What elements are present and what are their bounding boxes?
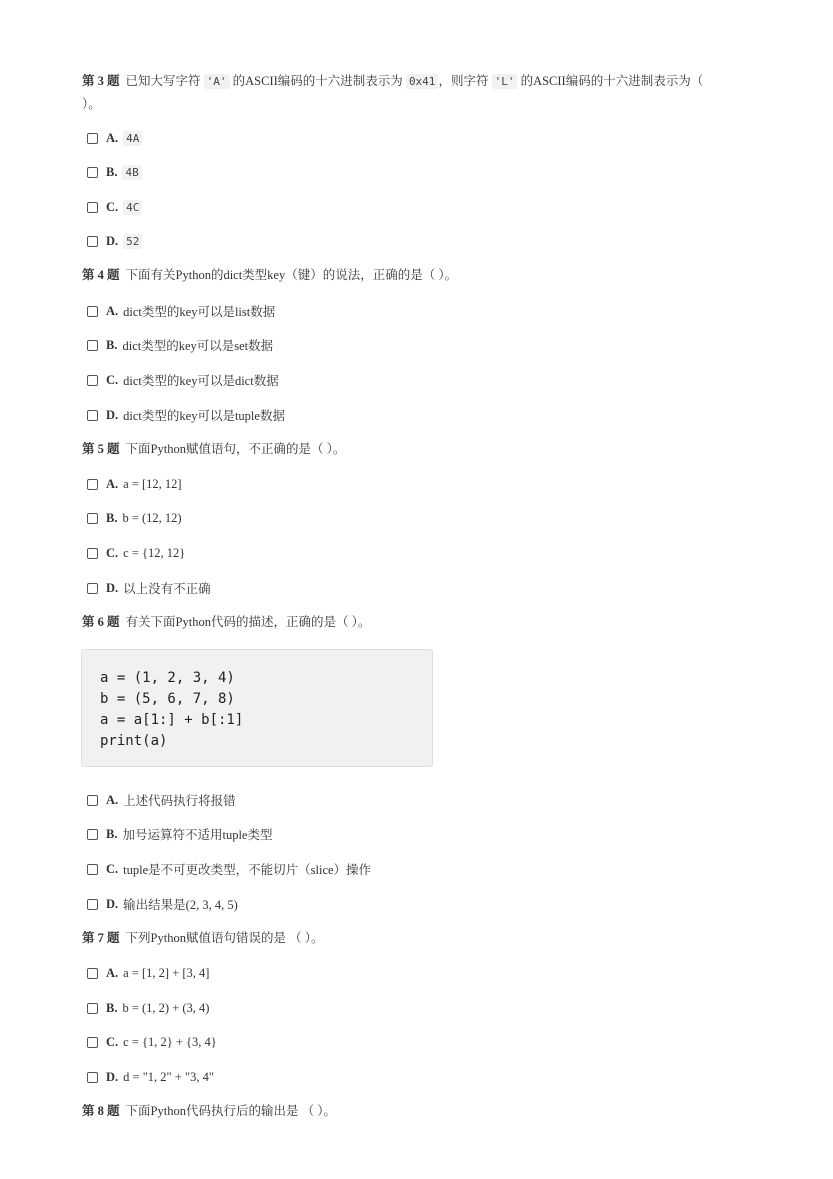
option-3b[interactable] bbox=[87, 162, 142, 182]
option-letter: C. bbox=[106, 1034, 119, 1049]
question-number: 第 5 题 bbox=[82, 442, 120, 456]
code-line: a = a[1:] + b[:1] bbox=[100, 712, 244, 728]
option-text: 输出结果是(2, 3, 4, 5) bbox=[123, 898, 238, 912]
option-letter: A. bbox=[106, 130, 119, 145]
question-text: 有关下面Python代码的描述，正确的是（ ）。 bbox=[125, 615, 371, 629]
question-text: 下面Python赋值语句，不正确的是（ ）。 bbox=[125, 442, 346, 456]
question-number: 第 3 题 bbox=[82, 74, 120, 88]
question-5-title bbox=[82, 438, 733, 460]
option-text: 以上没有不正确 bbox=[123, 582, 211, 596]
checkbox[interactable] bbox=[87, 375, 98, 386]
checkbox[interactable] bbox=[87, 133, 98, 144]
checkbox[interactable] bbox=[87, 899, 98, 910]
question-text: 的ASCII编码的十六进制表示为（ bbox=[517, 74, 704, 88]
option-text: 4A bbox=[123, 131, 142, 146]
option-4a[interactable] bbox=[87, 301, 275, 321]
inline-code: 0x41 bbox=[406, 74, 439, 89]
option-text: dict类型的key可以是tuple数据 bbox=[123, 409, 285, 423]
option-7d[interactable] bbox=[87, 1067, 214, 1087]
option-letter: C. bbox=[106, 372, 119, 387]
checkbox[interactable] bbox=[87, 1037, 98, 1048]
question-3-title bbox=[82, 70, 733, 115]
option-text: b = (1, 2) + (3, 4) bbox=[122, 1000, 210, 1015]
option-3d[interactable] bbox=[87, 231, 142, 251]
option-6a[interactable] bbox=[87, 790, 236, 810]
question-text: ，则字符 bbox=[438, 74, 492, 88]
question-8-title bbox=[82, 1100, 733, 1122]
option-3c[interactable] bbox=[87, 197, 142, 217]
option-letter: B. bbox=[106, 164, 118, 179]
option-6b[interactable] bbox=[87, 824, 272, 844]
code-line: print(a) bbox=[100, 733, 168, 749]
option-4b[interactable] bbox=[87, 335, 273, 355]
checkbox[interactable] bbox=[87, 202, 98, 213]
question-number: 第 7 题 bbox=[82, 931, 120, 945]
checkbox[interactable] bbox=[87, 513, 98, 524]
option-text: 4B bbox=[122, 165, 141, 180]
option-text: a = [1, 2] + [3, 4] bbox=[123, 965, 210, 980]
checkbox[interactable] bbox=[87, 1003, 98, 1014]
option-letter: D. bbox=[106, 233, 119, 248]
question-text: 下面Python代码执行后的输出是 （ ）。 bbox=[125, 1104, 336, 1118]
option-letter: A. bbox=[106, 476, 119, 491]
option-letter: B. bbox=[106, 337, 118, 352]
checkbox[interactable] bbox=[87, 410, 98, 421]
question-number: 第 8 题 bbox=[82, 1104, 120, 1118]
option-text: tuple是不可更改类型，不能切片（slice）操作 bbox=[123, 863, 372, 877]
option-letter: A. bbox=[106, 792, 119, 807]
option-text: b = (12, 12) bbox=[122, 510, 182, 525]
option-text: 上述代码执行将报错 bbox=[123, 794, 236, 808]
option-6d[interactable] bbox=[87, 894, 238, 914]
question-text: 的ASCII编码的十六进制表示为 bbox=[229, 74, 406, 88]
question-number: 第 6 题 bbox=[82, 615, 120, 629]
checkbox[interactable] bbox=[87, 1072, 98, 1083]
option-letter: B. bbox=[106, 826, 118, 841]
option-letter: A. bbox=[106, 965, 119, 980]
option-letter: C. bbox=[106, 199, 119, 214]
question-text: ）。 bbox=[82, 97, 101, 111]
option-4c[interactable] bbox=[87, 370, 279, 390]
option-letter: D. bbox=[106, 580, 119, 595]
question-text: 已知大写字符 bbox=[125, 74, 204, 88]
option-5d[interactable] bbox=[87, 578, 211, 598]
checkbox[interactable] bbox=[87, 306, 98, 317]
option-letter: B. bbox=[106, 510, 118, 525]
checkbox[interactable] bbox=[87, 236, 98, 247]
checkbox[interactable] bbox=[87, 479, 98, 490]
checkbox[interactable] bbox=[87, 968, 98, 979]
code-block bbox=[81, 649, 433, 767]
option-text: a = [12, 12] bbox=[123, 476, 182, 491]
checkbox[interactable] bbox=[87, 583, 98, 594]
option-text: dict类型的key可以是dict数据 bbox=[123, 374, 279, 388]
option-7c[interactable] bbox=[87, 1032, 217, 1052]
question-text: 下列Python赋值语句错误的是 （ ）。 bbox=[125, 931, 324, 945]
checkbox[interactable] bbox=[87, 795, 98, 806]
inline-code: 'A' bbox=[204, 74, 230, 89]
option-letter: B. bbox=[106, 1000, 118, 1015]
option-text: 4C bbox=[123, 200, 142, 215]
option-7a[interactable] bbox=[87, 963, 209, 983]
option-5a[interactable] bbox=[87, 474, 182, 494]
checkbox[interactable] bbox=[87, 340, 98, 351]
question-6-title bbox=[82, 611, 733, 633]
question-4-title bbox=[82, 264, 733, 286]
option-text: c = {1, 2} + {3, 4} bbox=[123, 1034, 217, 1049]
code-line: b = (5, 6, 7, 8) bbox=[100, 691, 235, 707]
question-number: 第 4 题 bbox=[82, 268, 120, 282]
option-letter: D. bbox=[106, 1069, 119, 1084]
option-5b[interactable] bbox=[87, 508, 182, 528]
checkbox[interactable] bbox=[87, 167, 98, 178]
option-6c[interactable] bbox=[87, 859, 371, 879]
option-5c[interactable] bbox=[87, 543, 185, 563]
option-letter: C. bbox=[106, 861, 119, 876]
checkbox[interactable] bbox=[87, 548, 98, 559]
option-text: d = "1, 2" + "3, 4" bbox=[123, 1069, 214, 1084]
option-text: dict类型的key可以是list数据 bbox=[123, 305, 276, 319]
option-text: 52 bbox=[123, 234, 142, 249]
option-3a[interactable] bbox=[87, 128, 142, 148]
code-line: a = (1, 2, 3, 4) bbox=[100, 670, 235, 686]
question-text: 下面有关Python的dict类型key（键）的说法，正确的是（ ）。 bbox=[125, 268, 458, 282]
question-7-title bbox=[82, 927, 733, 949]
option-text: 加号运算符不适用tuple类型 bbox=[122, 828, 273, 842]
option-letter: D. bbox=[106, 896, 119, 911]
option-7b[interactable] bbox=[87, 998, 209, 1018]
option-text: dict类型的key可以是set数据 bbox=[122, 339, 274, 353]
option-text: c = {12, 12} bbox=[123, 545, 186, 560]
checkbox[interactable] bbox=[87, 864, 98, 875]
option-letter: D. bbox=[106, 407, 119, 422]
checkbox[interactable] bbox=[87, 829, 98, 840]
option-letter: C. bbox=[106, 545, 119, 560]
option-4d[interactable] bbox=[87, 405, 285, 425]
option-letter: A. bbox=[106, 303, 119, 318]
inline-code: 'L' bbox=[492, 74, 518, 89]
